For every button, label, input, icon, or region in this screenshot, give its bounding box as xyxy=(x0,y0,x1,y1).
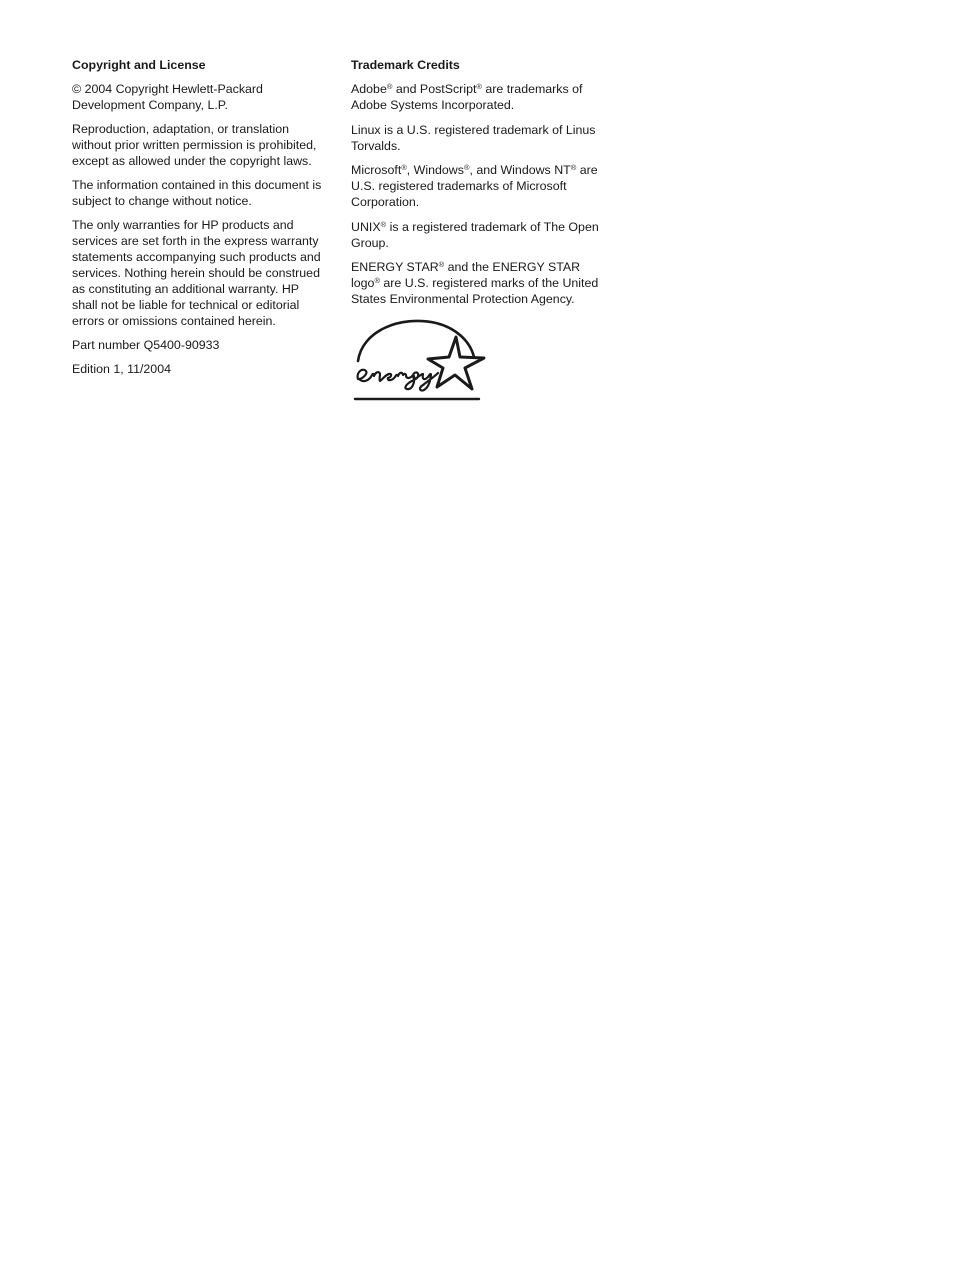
registered-mark: ® xyxy=(401,163,407,172)
microsoft-text-d: are U.S. registered trademarks of Microsoft Corporation. xyxy=(351,163,598,209)
registered-mark: ® xyxy=(438,260,445,269)
unix-text-b: is a registered trademark of The Open Group. xyxy=(351,219,599,250)
logo-star xyxy=(428,337,484,389)
adobe-trademark xyxy=(351,81,603,113)
edition: Edition 1, 11/2004 xyxy=(72,362,171,376)
copyright-notice xyxy=(72,81,322,113)
unix-text-a: UNIX xyxy=(351,219,381,234)
unix-trademark xyxy=(351,219,603,251)
adobe-text-a: Adobe xyxy=(351,82,387,96)
microsoft-text-b: , Windows xyxy=(406,163,464,177)
energy-star-text-b: and the ENERGY STAR logo xyxy=(351,260,581,290)
logo-wordmark xyxy=(358,370,438,391)
registered-mark: ® xyxy=(476,82,482,91)
warranty-notice: The only warranties for HP products and services are set forth in the express warranty statements accompanying such products and services. Nothing herein should be construed as constituting an additional warranty. HP shall not be liable for technical or editorial errors or omissions contained herein. xyxy=(72,218,321,328)
registered-mark: ® xyxy=(380,219,387,229)
part-number: Part number Q5400-90933 xyxy=(72,338,220,352)
energy-star-text-c: are U.S. registered marks of the United States Environmental Protection Agency. xyxy=(351,276,599,306)
copyright-line-1: © 2004 Copyright Hewlett-Packard xyxy=(72,82,263,96)
copyright-heading: Copyright and License xyxy=(72,58,206,72)
adobe-text-c: are trademarks of Adobe Systems Incorporated. xyxy=(351,82,583,112)
registered-mark: ® xyxy=(374,276,380,285)
copyright-license-section xyxy=(72,57,322,385)
registered-mark: ® xyxy=(463,163,470,172)
microsoft-text-c: , and Windows NT xyxy=(469,163,571,177)
trademark-credits-section xyxy=(351,57,603,403)
linux-trademark: Linux is a U.S. registered trademark of Linus Torvalds. xyxy=(351,122,596,153)
copyright-line-2: Development Company, L.P. xyxy=(72,98,228,112)
reproduction-notice: Reproduction, adaptation, or translation without prior written permission is prohibited, except as allowed under the copyright laws. xyxy=(72,122,317,168)
trademark-heading: Trademark Credits xyxy=(351,58,460,72)
energy-star-text-a: ENERGY STAR xyxy=(351,260,439,274)
energy-star-trademark xyxy=(351,259,603,307)
registered-mark: ® xyxy=(570,163,577,172)
microsoft-text-a: Microsoft xyxy=(351,163,402,177)
microsoft-trademark xyxy=(351,162,603,210)
registered-mark: ® xyxy=(386,82,393,91)
energy-star-logo xyxy=(352,317,488,403)
information-notice: The information contained in this document is subject to change without notice. xyxy=(72,178,322,208)
adobe-text-b: and PostScript xyxy=(392,82,477,96)
